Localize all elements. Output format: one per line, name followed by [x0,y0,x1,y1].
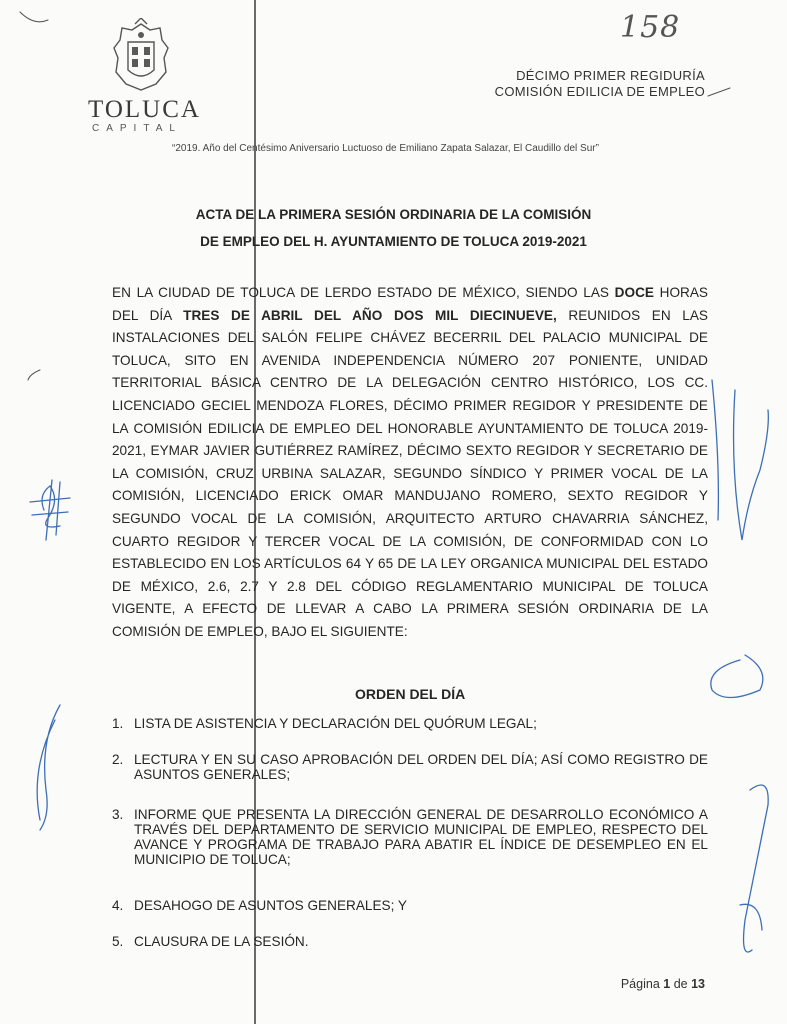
document-title-line1: ACTA DE LA PRIMERA SESIÓN ORDINARIA DE LA COMISIÓN [195,207,592,222]
handwritten-folio-number: 158 [620,10,681,45]
body-text-part: EN LA CIUDAD DE TOLUCA DE LERDO ESTADO DE MÉXICO, SIENDO LAS [112,285,615,300]
agenda-item-number: 2. [112,752,124,767]
page-current: 1 [663,977,671,991]
agenda-item-number: 5. [112,934,124,949]
page-label: Página [620,977,660,991]
agenda-item-number: 1. [112,716,124,731]
agenda-item-number: 4. [112,898,124,913]
page-of: de [673,977,688,991]
document-title-line2: DE EMPLEO DEL H. AYUNTAMIENTO DE TOLUCA 2019-2021 [200,234,587,249]
signature-right-upper [712,380,768,540]
pen-mark-header [708,88,730,96]
header-comision: COMISIÓN EDILICIA DE EMPLEO [494,84,705,99]
logo-subtitle: CAPITAL [92,123,182,134]
logo-wordmark: TOLUCA [88,96,201,123]
pen-mark-left [28,370,40,380]
agenda-item-text: INFORME QUE PRESENTA LA DIRECCIÓN GENERAL DE DESARROLLO ECONÓMICO A TRAVÉS DEL DEPARTAMENTO DE SERVICIO MUNICIPAL DE EMPLEO, RESPECTO DEL AVANCE Y PROGRAMA DE TRABAJO PARA ABATIR EL ÍNDICE DE DESEMPLEO EN EL MUNICIPIO DE TOLUCA; [134,807,708,867]
agenda-heading: ORDEN DEL DÍA [355,686,466,702]
signature-right-middle [711,655,763,698]
page-total: 13 [691,977,705,991]
header-regiduria: DÉCIMO PRIMER REGIDURÍA [516,68,705,83]
agenda-item-text: DESAHOGO DE ASUNTOS GENERALES; Y [134,898,407,913]
year-motto: “2019. Año del Centésimo Aniversario Luctuoso de Emiliano Zapata Salazar, El Caudillo del Sur” [172,143,599,154]
body-text-part: HORAS DEL DÍA [112,285,708,323]
pen-mark-top-left [20,12,48,22]
agenda-item-text: CLAUSURA DE LA SESIÓN. [134,934,309,949]
signature-left-lower [37,705,60,830]
session-time: DOCE [614,285,654,300]
agenda-item-number: 3. [112,807,124,822]
signature-right-lower [740,785,768,952]
signature-left-margin [30,480,70,540]
agenda-item-text: LISTA DE ASISTENCIA Y DECLARACIÓN DEL QUÓRUM LEGAL; [134,716,537,731]
agenda-item-text: LECTURA Y EN SU CASO APROBACIÓN DEL ORDEN DEL DÍA; ASÍ COMO REGISTRO DE ASUNTOS GENERALES; [134,752,708,782]
body-text-part: REUNIDOS EN LAS INSTALACIONES DEL SALÓN FELIPE CHÁVEZ BECERRIL DEL PALACIO MUNICIPAL DE TOLUCA, SITO EN AVENIDA INDEPENDENCIA NÚMERO 207 PONIENTE, UNIDAD TERRITORIAL BÁSICA CENTRO DE LA DELEGACIÓN CENTRO HISTÓRICO, LOS CC. LICENCIADO GECIEL MENDOZA FLORES, DÉCIMO PRIMER REGIDOR Y PRESIDENTE DE LA COMISIÓN EDILICIA DE EMPLEO DEL HONORABLE AYUNTAMIENTO DE TOLUCA 2019-2021, EYMAR JAVIER GUTIÉRREZ RAMÍREZ, DÉCIMO SEXTO REGIDOR Y SECRETARIO DE LA COMISIÓN, CRUZ URBINA SALAZAR, SEGUNDO SÍNDICO Y PRIMER VOCAL DE LA COMISIÓN, LICENCIADO ERICK OMAR MANDUJANO ROMERO, SEXTO REGIDOR Y SEGUNDO VOCAL DE LA COMISIÓN, ARQUITECTO ARTURO CHAVARRIA SÁNCHEZ, CUARTO REGIDOR Y TERCER VOCAL DE LA COMISIÓN, DE CONFORMIDAD CON LO ESTABLECIDO EN LOS ARTÍCULOS 64 Y 65 DE LA LEY ORGANICA MUNICIPAL DEL ESTADO DE MÉXICO, 2.6, 2.7 Y 2.8 DEL CÓDIGO REGLAMENTARIO MUNICIPAL DE TOLUCA VIGENTE, A EFECTO DE LLEVAR A CABO LA PRIMERA SESIÓN ORDINARIA DE LA COMISIÓN DE EMPLEO, BAJO EL SIGUIENTE: [112,307,709,639]
session-date: TRES DE ABRIL DEL AÑO DOS MIL DIECINUEVE, [183,307,557,323]
